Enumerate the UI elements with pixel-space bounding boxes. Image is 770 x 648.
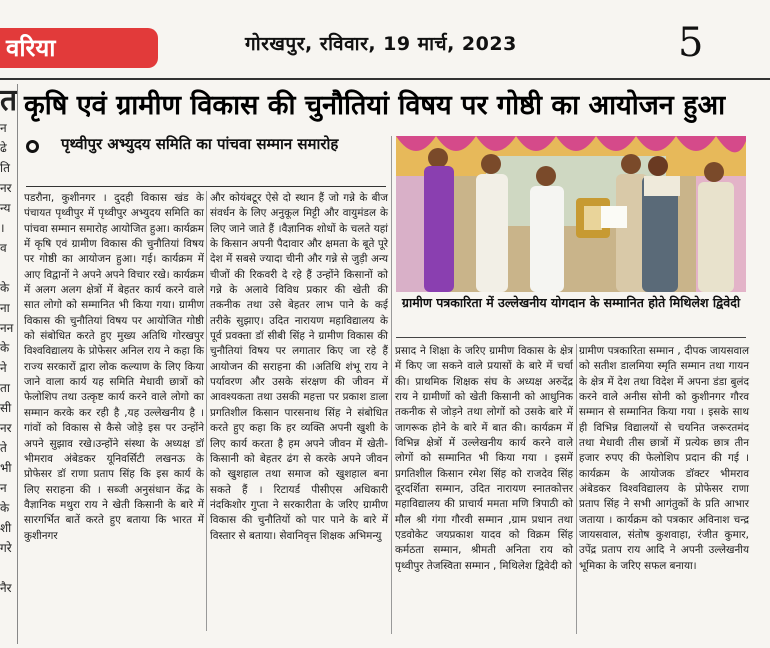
- article-text-4: ग्रामीण पत्रकारिता सम्मान , दीपक जायसवाल को सतीश डालमिया स्मृति सम्मान तथा गायन के क्षेत्र में देश तथा विदेश में अपना डंडा बुलंद करने वाले अनीस सोनी को कुशीनगर गौरव सम्मान से सम्मानित किया गया । इसके साथ ही विभिन्न विद्यालयों से चयनित जरूरतमंद तथा मेधावी तीस छात्रों में प्रत्येक छात्र तीन हजार रुपए की फेलोशिप प्रदान की गई ।कार्यक्रम के आयोजक डॉक्टर भीमराव अंबेडकर विश्वविद्यालय के प्रोफेसर राणा प्रताप सिंह ने सभी आगंतुकों के प्रति आभार जताया । कार्यक्रम को पत्रकार अविनाश चन्द्र जायसवाल, संतोष कुशवाहा, रंजीत कुमार, उपेंद्र प्रताप राय आदि ने अपनी उल्लेखनीय भूमिका के जरिए सफल बनाया।: [579, 345, 749, 572]
- article-column-2: [210, 191, 388, 631]
- article-text-3: प्रसाद ने शिक्षा के जरिए ग्रामीण विकास के क्षेत्र में किए जा सकने वाले प्रयासों के बारे में चर्चा की। प्राथमिक शिक्षक संघ के अध्यक्ष अरुदेंद्र राय ने ग्रामीणों को खेती किसानी को आधुनिक तकनीक से जोड़ने तथा लोगों को उसके बारे में जागरूक होने के बारे में बात की। कार्यक्रम में विभिन्न क्षेत्रों में उल्लेखनीय कार्य करने वाले लोगों को सम्मानित भी किया गया । इसमें प्रगतिशील किसान रमेश सिंह को राजदेव सिंह दूरदर्शिता सम्मान, उदित नारायण स्नातकोत्तर महाविद्यालय की प्राचार्य ममता मणि त्रिपाठी को मौल श्री गंगा गौरवी सम्मान ,ग्राम प्रधान तथा एडवोकेट जयप्रकाश यादव को विक्रम सिंह कर्मठता सम्मान, श्रीमती अनिता राय को पृथ्वीपुर तेजस्विता सम्मान , मिथिलेश द्विवेदी को: [395, 345, 573, 572]
- column-divider: [17, 84, 18, 644]
- left-column-fragment: [0, 83, 18, 648]
- left-strip-line: नर: [0, 421, 12, 435]
- article-text-2: और कोयंबटूर ऐसे दो स्थान हैं जो गन्ने के बीज संवर्धन के लिए अनुकूल मिट्टी और वायुमंडल के लिए जाने जाते हैं ।वैज्ञानिक शोधों के चलते यहां के किसान अपनी पैदावार और क्षमता के बूते पूरे देश में सबसे ज्यादा चीनी और गन्ने से जुड़ी अन्य चीजों की रिकवरी दे रहे हैं उन्होंने किसानों को गन्ने के अलावे विविध प्रकार की खेती की तकनीक तथा उसे बेहतर लाभ पाने के कई तरीके सुझाए। उदित नारायण महाविद्यालय के पूर्व प्रवक्ता डॉ सीबी सिंह ने ग्रामीण विकास की चुनौतियां विषय पर लगातार किए जा रहे हैं आयोजन की सराहना की ।अतिथि शंभू राय ने पर्यावरण और उसके संरक्षण की जीवन में आवश्यकता तथा उसकी महत्ता पर प्रकाश डाला प्रगतिशील किसान पारसनाथ सिंह ने संबोधित करते हुए कहा कि हर व्यक्ति अपनी खुशी के लिए कार्य करता है हम अपने जीवन में खेती-किसानी को बेहतर ढंग से करके अपने जीवन को खुशहाल तथा समाज को खुशहाल बना सकते हैं । रिटायर्ड पीसीएस अधिकारी नंदकिशोर गुप्ता ने सरकारीता के जरिए ग्रामीण विकास की चुनौतियों को पार पाने के बारे में विस्तार से बताया। सेवानिवृत्त शिक्षक अभिमन्यु: [210, 192, 388, 542]
- left-strip-headline-fragment: त: [0, 83, 18, 118]
- left-strip-line: नर: [0, 181, 12, 195]
- left-strip-line: भी: [0, 461, 12, 475]
- left-strip-line: ने: [0, 361, 7, 375]
- left-strip-line: ते: [0, 441, 7, 455]
- left-strip-line: शी: [0, 521, 12, 535]
- headline: कृषि एवं ग्रामीण विकास की चुनौतियां विषय पर गोष्ठी का आयोजन हुआ: [24, 90, 726, 121]
- circle-bullet-icon: [26, 140, 39, 153]
- section-label-tab: [0, 28, 158, 68]
- left-strip-line: ति: [0, 161, 10, 175]
- left-strip-line: न: [0, 481, 7, 495]
- photo-illustration: [396, 136, 746, 292]
- award-ceremony-photo: [396, 136, 746, 292]
- left-strip-line: न: [0, 121, 7, 135]
- column-divider: [391, 136, 392, 634]
- section-label: वरिया: [6, 34, 56, 62]
- left-strip-line: गरे: [0, 541, 12, 555]
- left-strip-line: के: [0, 501, 10, 515]
- left-strip-line: ना: [0, 301, 10, 315]
- left-strip-line: नैर: [0, 581, 12, 595]
- left-strip-line: [0, 558, 14, 578]
- column-divider: [206, 191, 207, 631]
- left-strip-line: व: [0, 241, 7, 255]
- left-strip-line: नन: [0, 321, 14, 335]
- article-column-1: [24, 191, 204, 631]
- article-text-1: पडरौना, कुशीनगर । दुदही विकास खंड के पंचायत पृथ्वीपुर में पृथ्वीपुर अभ्युदय समिति का पांचवा सम्मान समारोह आयोजित हुआ। कार्यक्रम में कृषि एवं ग्रामीण विकास की चुनौतियां विषय पर गोष्ठी का आयोजन हुआ। गई। कार्यक्रम में आए विद्वानों ने अपने अपने विचार रखे। कार्यक्रम में अलग अलग क्षेत्रों में बेहतर कार्य करने वाले सात लोगो को सम्मानित भी किया गया। ग्रामीण विकास की चुनौतियां विषय पर आयोजित गोष्ठी को संबोधित करते हुए मुख्य अतिथि गोरखपुर विश्वविद्यालय के प्रोफेसर अनिल राय ने कहा कि राज्य सरकारों द्वारा लोक कल्याण के लिए किया जाने वाला कार्य यह समिति मेधावी छात्रों को फेलोशिप तथा उत्कृष्ट कार्य करने वाले लोगो का सम्मान करके कर रही है ,यह उल्लेखनीय है । गांवों को विकास से कैसे जोड़े इस पर उन्होंने अपने सुझाव रखे।उन्होंने संस्था के अध्यक्ष डॉ भीमराव अंबेडकर यूनिवर्सिटी लखनऊ के प्रोफेसर डॉ राणा प्रताप सिंह कि इस कार्य के लिए सराहना की । सब्जी अनुसंधान केंद्र के वैज्ञानिक मथुरा राय ने खेती किसानी के बारे में सारगर्भित बातें करते हुए बताया कि भारत में कुशीनगर: [24, 192, 204, 542]
- left-strip-line: ता: [0, 381, 10, 395]
- article-column-4: [579, 344, 749, 634]
- dateline: गोरखपुर, रविवार, 19 मार्च, 2023: [245, 33, 517, 55]
- page-number: 5: [678, 20, 704, 66]
- left-strip-line: [0, 258, 14, 278]
- left-strip-line: ।: [0, 221, 5, 235]
- left-strip-line: ढे: [0, 141, 7, 155]
- column-divider: [576, 344, 577, 634]
- article-column-3: [395, 344, 573, 634]
- header-rule: [0, 78, 770, 80]
- subheadline-rule: [26, 186, 386, 187]
- left-strip-line: के: [0, 281, 10, 295]
- left-strip-line: के: [0, 341, 10, 355]
- subheadline: [26, 132, 386, 156]
- subheadline-text: पृथ्वीपुर अभ्युदय समिति का पांचवा सम्मान समारोह: [61, 135, 339, 153]
- photo-caption: ग्रामीण पत्रकारिता में उल्लेखनीय योगदान के सम्मानित होते मिथिलेश द्विवेदी: [396, 293, 746, 338]
- left-strip-line: सी: [0, 401, 12, 415]
- left-strip-line: न्य: [0, 201, 11, 215]
